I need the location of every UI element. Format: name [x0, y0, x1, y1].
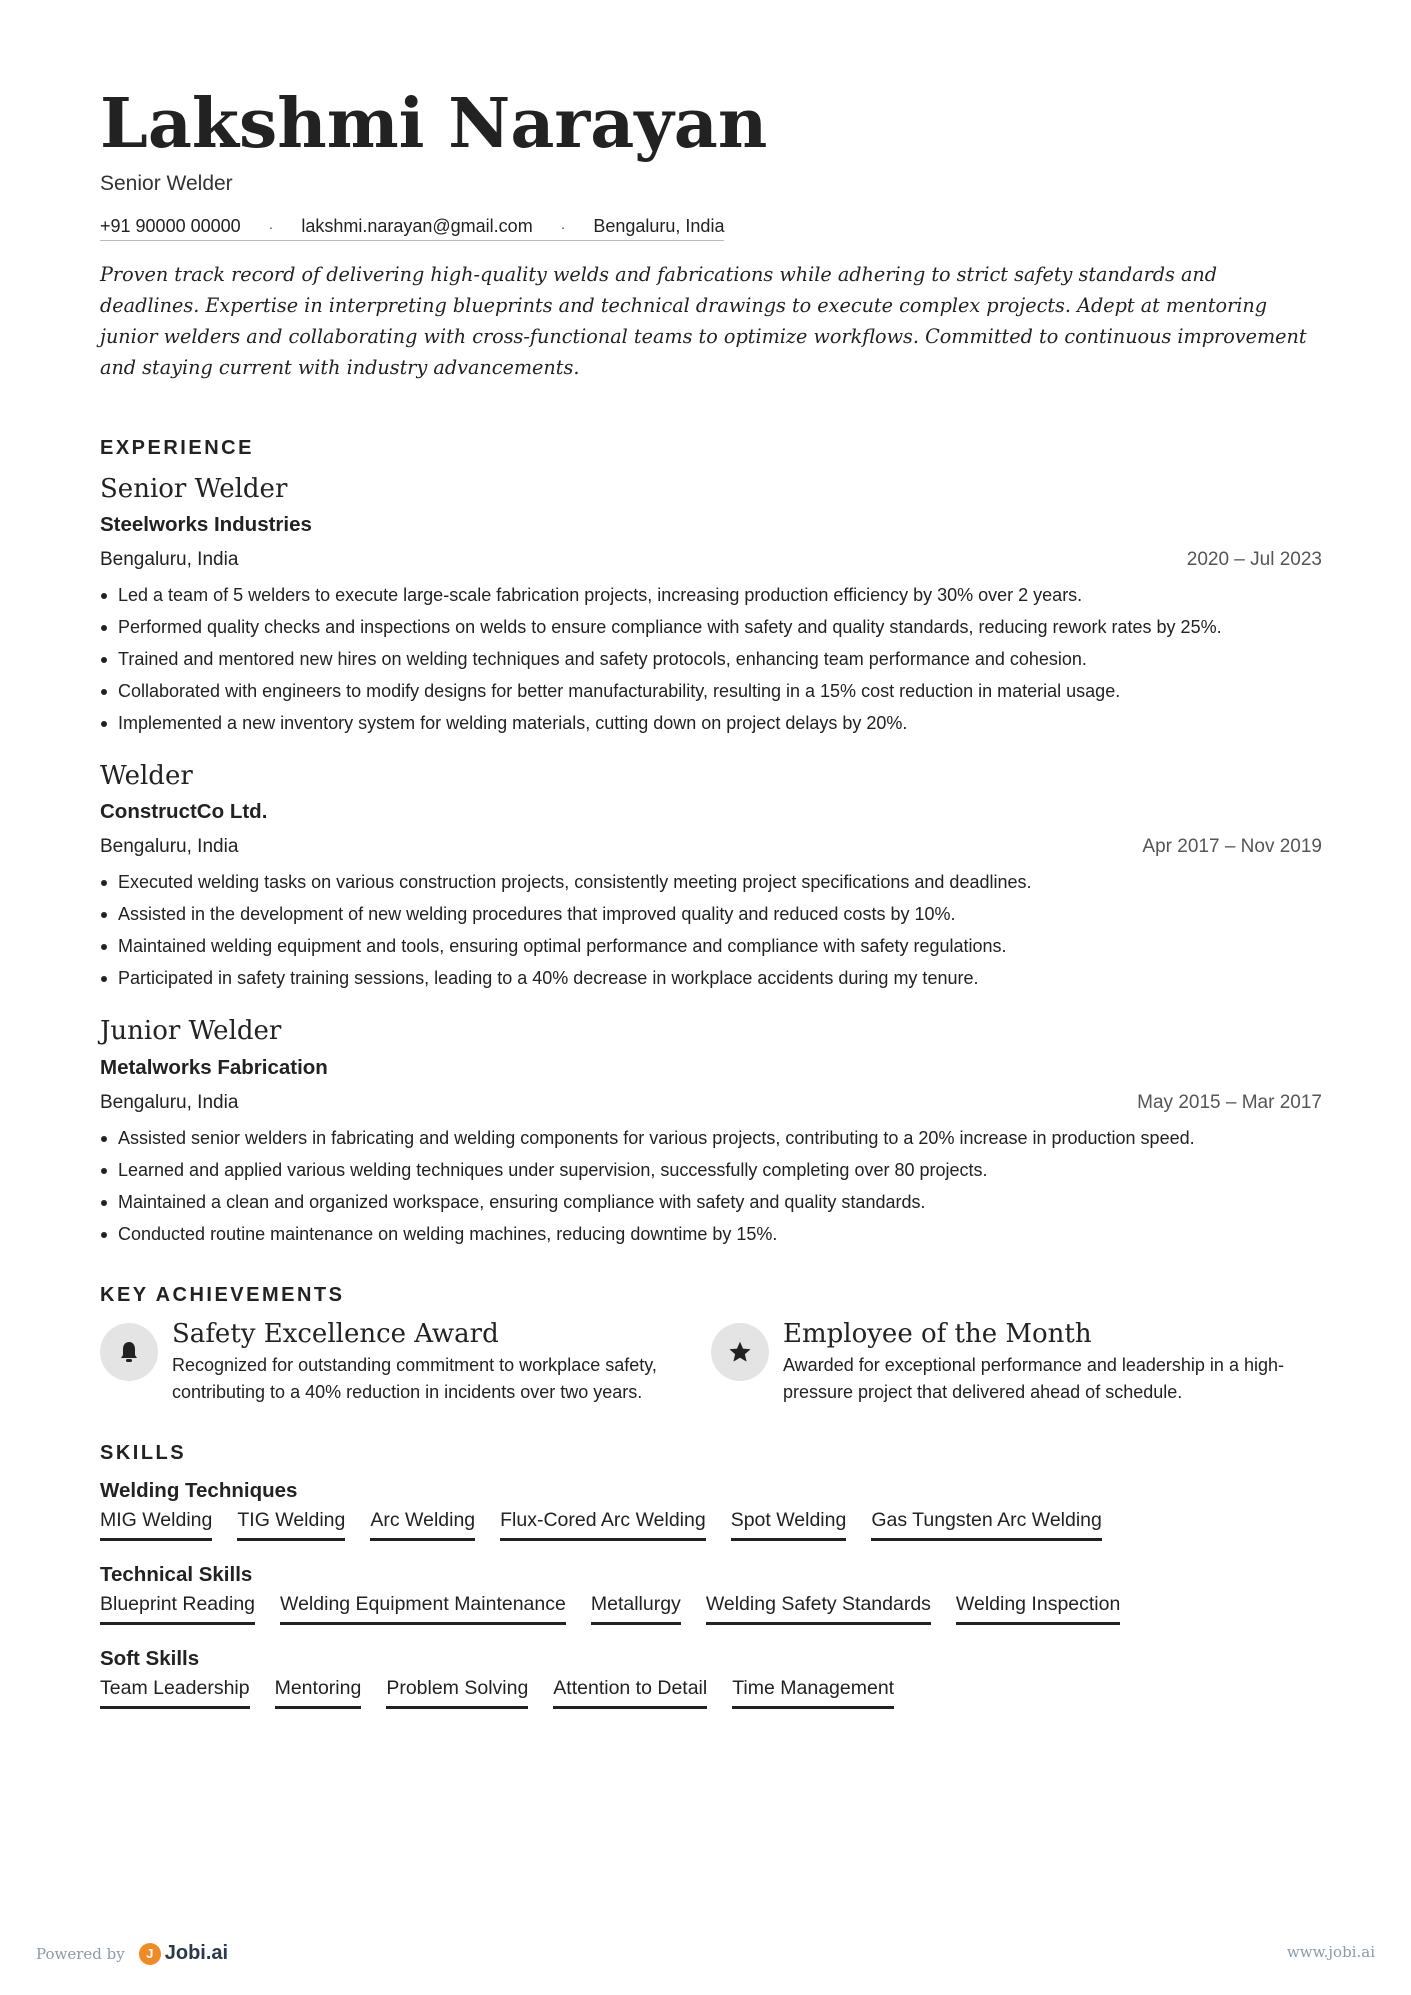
skills-heading: SKILLS — [100, 1441, 187, 1464]
skill-tag: Metallurgy — [591, 1593, 681, 1625]
achievement-item — [711, 1319, 1322, 1406]
job-entry — [100, 761, 1322, 994]
jobi-logo[interactable] — [139, 1942, 228, 1965]
contact-separator: · — [268, 218, 274, 235]
skill-group-title: Soft Skills — [100, 1646, 200, 1670]
jobi-logo-text: Jobi.ai — [164, 1942, 229, 1964]
experience-heading: EXPERIENCE — [100, 437, 254, 459]
contact-separator: · — [560, 218, 566, 235]
job-entry — [100, 1016, 1322, 1249]
star-icon — [711, 1323, 769, 1381]
job-meta-row — [100, 1092, 1322, 1114]
skills-section — [100, 1442, 1322, 1709]
skill-group — [100, 1647, 1322, 1709]
job-meta-row — [100, 836, 1322, 858]
skill-tag: Blueprint Reading — [100, 1593, 255, 1625]
skill-tag: Welding Safety Standards — [706, 1593, 931, 1625]
achievements-row — [100, 1319, 1322, 1406]
job-title: Junior Welder — [100, 1016, 282, 1047]
skill-tags — [100, 1593, 1322, 1625]
skill-tag: Gas Tungsten Arc Welding — [871, 1509, 1102, 1541]
job-bullet: Trained and mentored new hires on welding techniques and safety protocols, enhancing team performance and cohesion. — [100, 643, 1322, 675]
skill-group-title: Technical Skills — [100, 1562, 253, 1586]
skill-tag: TIG Welding — [237, 1509, 345, 1541]
contact-phone[interactable]: +91 90000 00000 — [100, 216, 241, 236]
footer-website-link[interactable]: www.jobi.ai — [1286, 1943, 1375, 1961]
skill-tag: Time Management — [732, 1677, 894, 1709]
skill-tag: Problem Solving — [386, 1677, 528, 1709]
job-location: Bengaluru, India — [100, 1091, 239, 1113]
contact-row — [100, 216, 724, 241]
skill-tag: Welding Inspection — [956, 1593, 1120, 1625]
resume-page — [100, 84, 1322, 1709]
job-bullet: Participated in safety training sessions, leading to a 40% decrease in workplace accidents during my tenure. — [100, 962, 1322, 994]
skill-tag: Flux-Cored Arc Welding — [500, 1509, 706, 1541]
job-bullet: Performed quality checks and inspections on welds to ensure compliance with safety and quality standards, reducing rework rates by 25%. — [100, 611, 1322, 643]
skill-tag: Attention to Detail — [553, 1677, 707, 1709]
job-bullets — [100, 866, 1322, 994]
job-bullet: Conducted routine maintenance on welding machines, reducing downtime by 15%. — [100, 1218, 1322, 1250]
powered-by-label: Powered by — [36, 1944, 125, 1963]
achievement-title: Safety Excellence Award — [172, 1318, 499, 1349]
achievements-heading: KEY ACHIEVEMENTS — [100, 1283, 345, 1306]
bell-icon — [100, 1323, 158, 1381]
skill-tag: Arc Welding — [370, 1509, 475, 1541]
job-bullet: Maintained a clean and organized workspace, ensuring compliance with safety and quality standards. — [100, 1186, 1322, 1218]
achievements-section — [100, 1284, 1322, 1406]
job-bullets — [100, 579, 1322, 739]
job-meta-row — [100, 549, 1322, 571]
job-bullet: Assisted senior welders in fabricating and welding components for various projects, contributing to a 20% increase in production speed. — [100, 1122, 1322, 1154]
job-bullet: Implemented a new inventory system for welding materials, cutting down on project delays by 20%. — [100, 707, 1322, 739]
skill-tag: Spot Welding — [731, 1509, 847, 1541]
job-title: Welder — [100, 761, 193, 792]
professional-summary: Proven track record of delivering high-quality welds and fabrications while adhering to strict safety standards and deadlines. Expertise in interpreting blueprints and technical drawings to execute complex projects. Adept at mentoring junior welders and collaborating with cross-functional teams to optimize workflows. Committed to continuous improvement and staying current with industry advancements. — [100, 263, 1307, 379]
job-company: ConstructCo Ltd. — [100, 800, 268, 824]
job-dates: 2020 – Jul 2023 — [1186, 549, 1322, 571]
job-dates: Apr 2017 – Nov 2019 — [1142, 836, 1322, 858]
achievement-item — [100, 1319, 711, 1406]
contact-location: Bengaluru, India — [593, 216, 725, 236]
job-entry — [100, 474, 1322, 739]
job-bullet: Maintained welding equipment and tools, ensuring optimal performance and compliance with safety regulations. — [100, 930, 1322, 962]
skill-group — [100, 1563, 1322, 1625]
skill-tag: Mentoring — [275, 1677, 362, 1709]
job-bullet: Executed welding tasks on various construction projects, consistently meeting project specifications and deadlines. — [100, 866, 1322, 898]
skill-group-title: Welding Techniques — [100, 1478, 298, 1502]
experience-section — [100, 437, 1322, 1250]
job-company: Steelworks Industries — [100, 513, 312, 537]
job-company: Metalworks Fabrication — [100, 1055, 328, 1079]
job-bullets — [100, 1122, 1322, 1250]
candidate-name: Lakshmi Narayan — [100, 84, 768, 164]
skill-tag: Team Leadership — [100, 1677, 250, 1709]
skill-tags — [100, 1677, 1322, 1709]
contact-email[interactable]: lakshmi.narayan@gmail.com — [301, 216, 533, 236]
job-bullet: Learned and applied various welding techniques under supervision, successfully completing over 80 projects. — [100, 1154, 1322, 1186]
achievement-body — [783, 1319, 1322, 1406]
jobi-logo-icon: J — [139, 1943, 161, 1965]
achievement-title: Employee of the Month — [783, 1318, 1092, 1349]
achievement-description: Awarded for exceptional performance and leadership in a high-pressure project that delivered ahead of schedule. — [783, 1354, 1284, 1402]
skill-tag: MIG Welding — [100, 1509, 212, 1541]
footer-powered-by — [36, 1942, 228, 1965]
job-title: Senior Welder — [100, 474, 288, 504]
achievement-body — [172, 1319, 711, 1406]
job-bullet: Led a team of 5 welders to execute large-scale fabrication projects, increasing production efficiency by 30% over 2 years. — [100, 579, 1322, 611]
skill-tags — [100, 1509, 1322, 1541]
job-bullet: Assisted in the development of new welding procedures that improved quality and reduced costs by 10%. — [100, 898, 1322, 930]
skill-tag: Welding Equipment Maintenance — [280, 1593, 566, 1625]
job-location: Bengaluru, India — [100, 836, 239, 858]
job-dates: May 2015 – Mar 2017 — [1137, 1091, 1322, 1113]
skill-group — [100, 1479, 1322, 1541]
job-bullet: Collaborated with engineers to modify designs for better manufacturability, resulting in a 15% cost reduction in material usage. — [100, 675, 1322, 707]
candidate-role: Senior Welder — [100, 172, 233, 195]
achievement-description: Recognized for outstanding commitment to workplace safety, contributing to a 40% reduction in incidents over two years. — [172, 1354, 657, 1402]
job-location: Bengaluru, India — [100, 549, 239, 571]
